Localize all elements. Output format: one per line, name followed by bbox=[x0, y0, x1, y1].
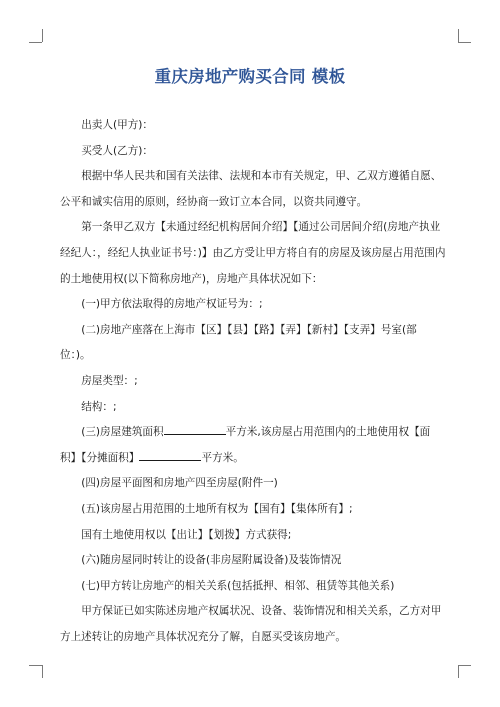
clause-five: (五)该房屋占用范围的土地所有权为【国有】【集体所有】; bbox=[81, 502, 353, 515]
seller-line: 出卖人(甲方)： bbox=[81, 119, 154, 131]
buyer-line: 买受人(乙方)： bbox=[81, 144, 154, 157]
document-title: 重庆房地产购买合同 模板 bbox=[154, 67, 346, 86]
clause-seven: (七)甲方转让房地产的相关关系(包括抵押、相邻、租赁等其他关系) bbox=[81, 579, 395, 592]
area-blank bbox=[164, 423, 226, 435]
guarantee-paragraph: 甲方保证已如实陈述房地产权属状况、设备、装饰情况和相关关系，乙方对甲方上述转让的房地产具体状况充分了解，自愿买受该房地产。 bbox=[60, 605, 442, 643]
document-body bbox=[60, 113, 446, 650]
article-one-paragraph: 第一条甲乙双方【未通过经纪机构居间介绍】【通过公司居间介绍(房地产执业经纪人：，经纪人执业证书号：)】由乙方受让甲方将自有的房屋及该房屋占用范围内的土地使用权(以下简称房地产)，房地产具体状况如下： bbox=[60, 221, 446, 285]
house-type-line: 房屋类型：; bbox=[81, 374, 138, 387]
area-mid: 平方米,该房屋占用范围内的土地使用权【面积】【分摊面积】 bbox=[60, 426, 431, 464]
land-use-right-line: 国有土地使用权以【出让】【划拨】方式获得; bbox=[81, 528, 292, 541]
structure-line: 结构：; bbox=[81, 400, 117, 413]
preamble-paragraph: 根据中华人民共和国有关法律、法规和本市有关规定，甲、乙双方遵循自愿、公平和诚实信用的原则，经协商一致订立本合同，以资共同遵守。 bbox=[60, 170, 442, 208]
area-prefix: (三)房屋建筑面积 bbox=[81, 426, 164, 439]
clause-two: (二)房地产座落在上海市【区】【县】【路】【弄】【新村】【支弄】号室(部位：)。 bbox=[60, 323, 417, 362]
area-suffix: 平方米。 bbox=[201, 451, 244, 464]
clause-six: (六)随房屋同时转让的设备(非房屋附属设备)及装饰情况 bbox=[81, 554, 342, 567]
clause-three bbox=[60, 420, 446, 471]
shared-area-blank bbox=[139, 449, 201, 461]
clause-four: (四)房屋平面图和房地产四至房屋(附件一) bbox=[81, 477, 278, 490]
clause-one: (一)甲方依法取得的房地产权证号为：; bbox=[81, 298, 263, 311]
